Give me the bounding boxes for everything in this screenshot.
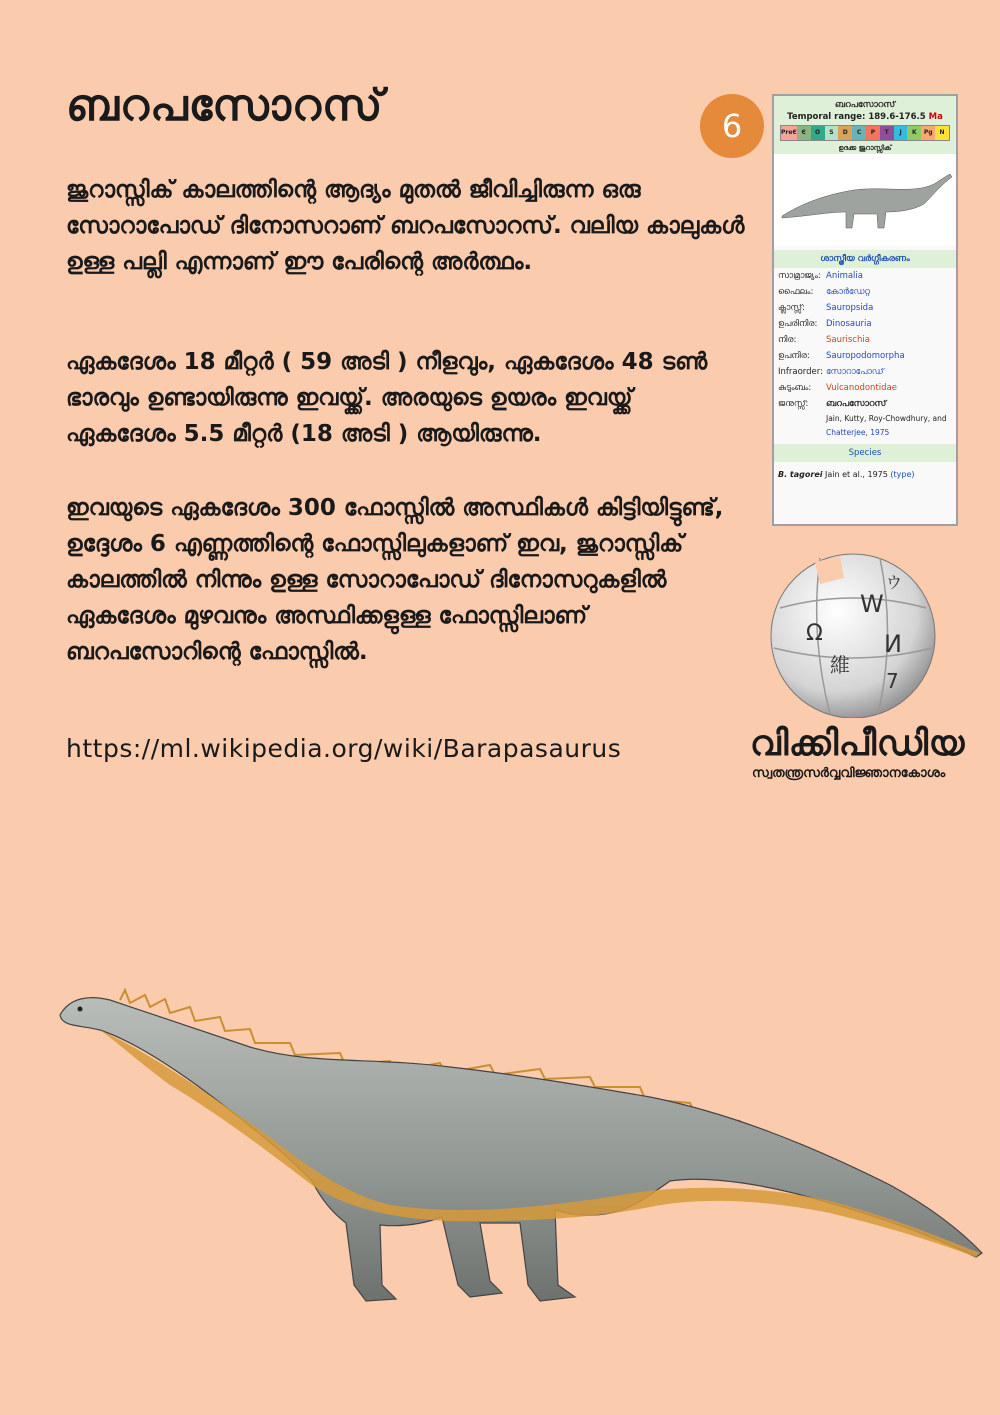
wikipedia-wordmark: വിക്കിപീഡിയ	[750, 724, 965, 764]
genus-authority: Jain, Kutty, Roy-Chowdhury, and Chatterjee, 1975	[826, 414, 947, 437]
paragraph-fossils: ഇവയുടെ ഏകദേശം 300 ഫോസ്സിൽ അസ്ഥികൾ കിട്ടിയിട്ടുണ്ട്, ഉദ്ദേശം 6 എണ്ണത്തിന്റെ ഫോസ്സിലുകളാണ് ഇവ, ജുറാസ്സിക് കാലത്തിൽ നിന്നും ഉള്ള സോറാപോഡ് ദിനോസറുകളിൽ ഏകദേശം മുഴവനും അസ്ഥിക്കളുള്ള ഫോസ്സിലാണ് ബറപസോറിന്റെ ഫോസ്സിൽ.	[66, 495, 724, 665]
temporal-range: Temporal range: 189.6-176.5 Ma	[787, 112, 943, 122]
taxon-row: ജനുസ്സ്: ബറപസോറസ്	[778, 399, 887, 409]
svg-text:維: 維	[830, 653, 850, 677]
taxon-row: Infraorder: സോറാപോഡ്	[778, 367, 884, 377]
barapasaurus-illustration	[50, 985, 990, 1320]
classification-header: ശാസ്ത്രീയ വർഗ്ഗീകരണം	[774, 250, 956, 268]
page-title: ബറപസോറസ്	[66, 80, 384, 131]
svg-text:ウ: ウ	[886, 573, 903, 592]
taxon-row: ഫൈലം: കോർഡേറ്റ	[778, 287, 871, 297]
taxon-row: ഉപരിനിര: Dinosauria	[778, 319, 872, 329]
taxobox-dinosaur-image	[774, 154, 956, 246]
taxon-row: സാമ്രാജ്യം: Animalia	[778, 271, 863, 281]
svg-text:7: 7	[886, 669, 899, 693]
wikipedia-globe-icon	[760, 548, 946, 718]
taxon-row: ക്ലാസ്സ്: Sauropsida	[778, 303, 874, 313]
geologic-timeline: PreЄ Є O S D C P T J K Pg N	[780, 125, 950, 141]
svg-text:И: И	[884, 630, 902, 658]
taxobox-title: ബറപസോറസ്	[834, 100, 896, 110]
period-label: ഉദക്ക ജുറാസ്സിക്	[838, 144, 892, 152]
page-number-badge: 6	[700, 94, 764, 158]
taxon-row: നിര: Saurischia	[778, 335, 870, 345]
svg-text:W: W	[860, 590, 884, 618]
paragraph-size: ഏകദേശം 18 മീറ്റർ ( 59 അടി ) നീളവും, ഏകദേശം 48 ടൺ ഭാരവും ഉണ്ടായിരുന്നു ഇവയ്ക്ക്. അരയുടെ ഉയരം ഇവയ്ക്ക് ഏകദേശം 5.5 മീറ്റർ (18 അടി ) ആയിരുന്നു.	[66, 349, 708, 447]
svg-text:Ω: Ω	[806, 621, 823, 646]
taxobox-header	[774, 96, 956, 154]
taxobox	[772, 94, 958, 526]
species-row: B. tagorei Jain et al., 1975 (type)	[778, 470, 915, 479]
paragraph-intro: ജുറാസ്സിക് കാലത്തിന്റെ ആദ്യം മുതൽ ജീവിച്ചിരുന്ന ഒരു സോറാപോഡ് ദിനോസറാണ് ബറപസോറസ്. വലിയ കാലുകൾ ഉള്ള പല്ലി എന്നാണ് ഈ പേരിന്റെ അർത്ഥം.	[66, 177, 745, 275]
taxon-row: ഉപനിര: Sauropodomorpha	[778, 351, 905, 361]
wikipedia-url[interactable]: https://ml.wikipedia.org/wiki/Barapasaurus	[66, 734, 622, 763]
wikipedia-tagline: സ്വതന്ത്രസർവ്വവിജ്ഞാനകോശം	[752, 766, 946, 781]
taxon-row: കുടുംബം: Vulcanodontidae	[778, 383, 897, 393]
species-header: Species	[774, 444, 956, 462]
